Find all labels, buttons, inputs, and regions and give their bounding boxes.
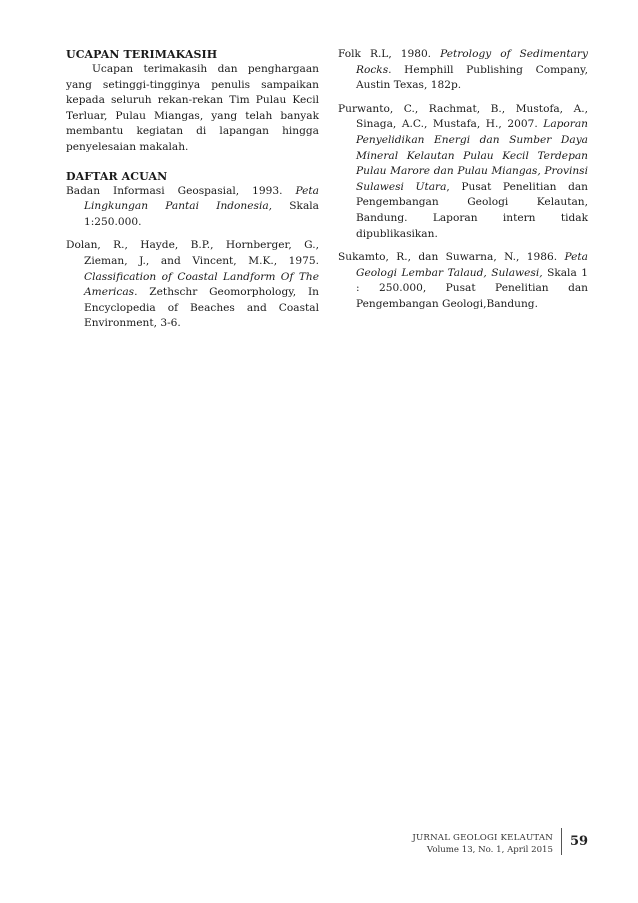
page-number: 59 [570, 834, 589, 849]
acknowledgement-text: Ucapan terimakasih dan penghargaan yang setinggi-tingginya penulis sampaikan kepada seluruh rekan-rekan Tim Pulau Kecil Terluar, Pulau Miangas, yang telah banyak membantu kegiatan di lapangan hingga penyelesaian makalah. [66, 63, 319, 153]
reference-entry: Purwanto, C., Rachmat, B., Mustofa, A., Sinaga, A.C., Mustafa, H., 2007. Laporan Penyelidikan Energi dan Sumber Daya Mineral Kelautan Pulau Kecil Terdepan Pulau Marore dan Pulau Miangas, Provinsi Sulawesi Utara, Pusat Penelitian dan Pengembangan Geologi Kelautan, Bandung. Laporan intern tidak dipublikasikan. [338, 102, 588, 240]
acknowledgement-heading: UCAPAN TERIMAKASIH [66, 48, 218, 61]
journal-name: JURNAL GEOLOGI KELAUTAN [412, 833, 553, 843]
footer-divider [561, 828, 562, 855]
journal-footer [412, 832, 553, 856]
reference-entry: Badan Informasi Geospasial, 1993. Peta Lingkungan Pantai Indonesia, Skala 1:250.000. [66, 184, 319, 228]
reference-entry: Sukamto, R., dan Suwarna, N., 1986. Peta Geologi Lembar Talaud, Sulawesi, Skala 1 : 250.000, Pusat Penelitian dan Pengembangan Geologi,Bandung. [338, 251, 588, 310]
journal-volume: Volume 13, No. 1, April 2015 [426, 845, 553, 855]
reference-entry: Folk R.L, 1980. Petrology of Sedimentary Rocks. Hemphill Publishing Company, Austin Texas, 182p. [338, 48, 588, 92]
reference-entry: Dolan, R., Hayde, B.P., Hornberger, G., Zieman, J., and Vincent, M.K., 1975. Classification of Coastal Landform Of The Americas. Zethschr Geomorphology, In Encyclopedia of Beaches and Coastal Environment, 3-6. [66, 239, 319, 330]
references-heading: DAFTAR ACUAN [66, 169, 168, 183]
left-column [66, 47, 319, 340]
right-column [338, 47, 588, 321]
